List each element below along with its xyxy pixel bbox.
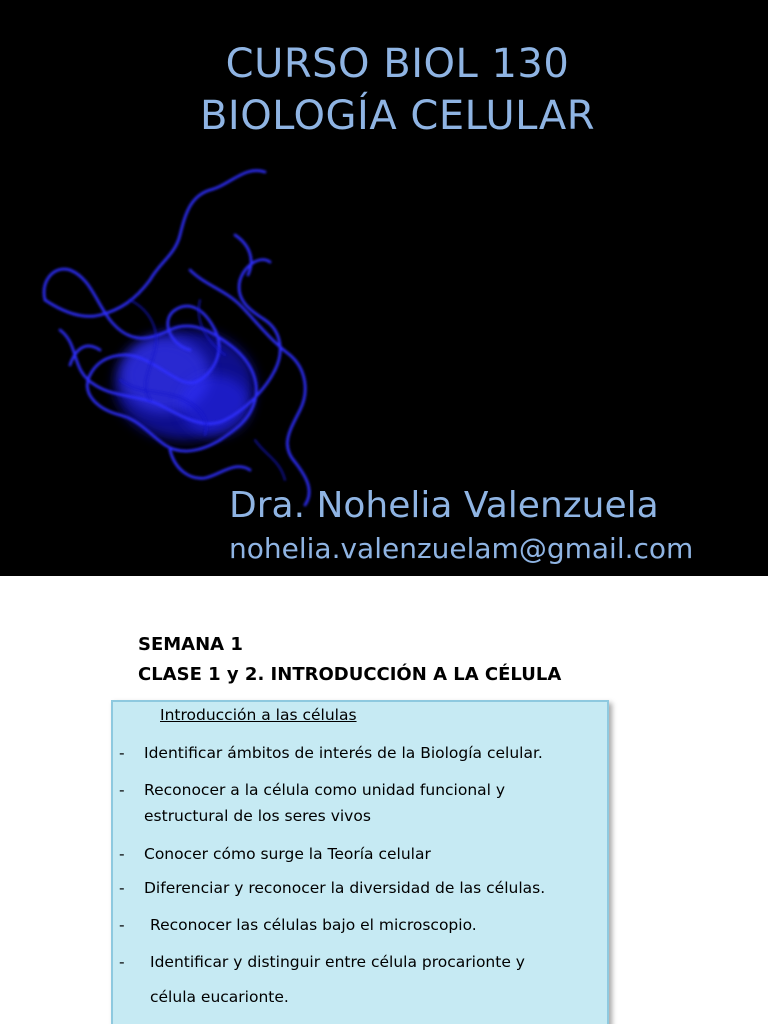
objective-text: Reconocer las células bajo el microscopio. <box>150 916 477 934</box>
objective-text: Identificar y distinguir entre célula procarionte y <box>150 953 525 971</box>
bullet-dash: - <box>119 953 125 971</box>
objective-text: Diferenciar y reconocer la diversidad de las células. <box>144 879 546 897</box>
week-label: SEMANA 1 <box>138 634 243 655</box>
objective-text: Conocer cómo surge la Teoría celular <box>144 845 431 863</box>
objectives-box <box>111 700 609 1024</box>
objectives-title: Introducción a las células <box>160 706 357 724</box>
bullet-dash: - <box>119 744 125 762</box>
objective-text: Identificar ámbitos de interés de la Biología celular. <box>144 744 543 762</box>
week-heading <box>138 630 561 690</box>
bullet-dash: - <box>119 879 125 897</box>
bullet-dash: - <box>119 916 125 934</box>
content-slide <box>0 576 768 1024</box>
bullet-dash: - <box>119 781 125 799</box>
author-email: nohelia.valenzuelam@gmail.com <box>229 532 694 565</box>
objective-text: célula eucarionte. <box>150 988 289 1006</box>
author-name: Dra. Nohelia Valenzuela <box>229 485 659 526</box>
objective-text: estructural de los seres vivos <box>144 807 371 825</box>
course-title <box>0 38 768 142</box>
course-title-line-1: CURSO BIOL 130 <box>225 41 570 87</box>
bullet-dash: - <box>119 845 125 863</box>
objective-text: Reconocer a la célula como unidad funcional y <box>144 781 506 799</box>
course-title-line-2: BIOLOGÍA CELULAR <box>199 93 596 139</box>
class-label: CLASE 1 y 2. INTRODUCCIÓN A LA CÉLULA <box>138 664 562 685</box>
